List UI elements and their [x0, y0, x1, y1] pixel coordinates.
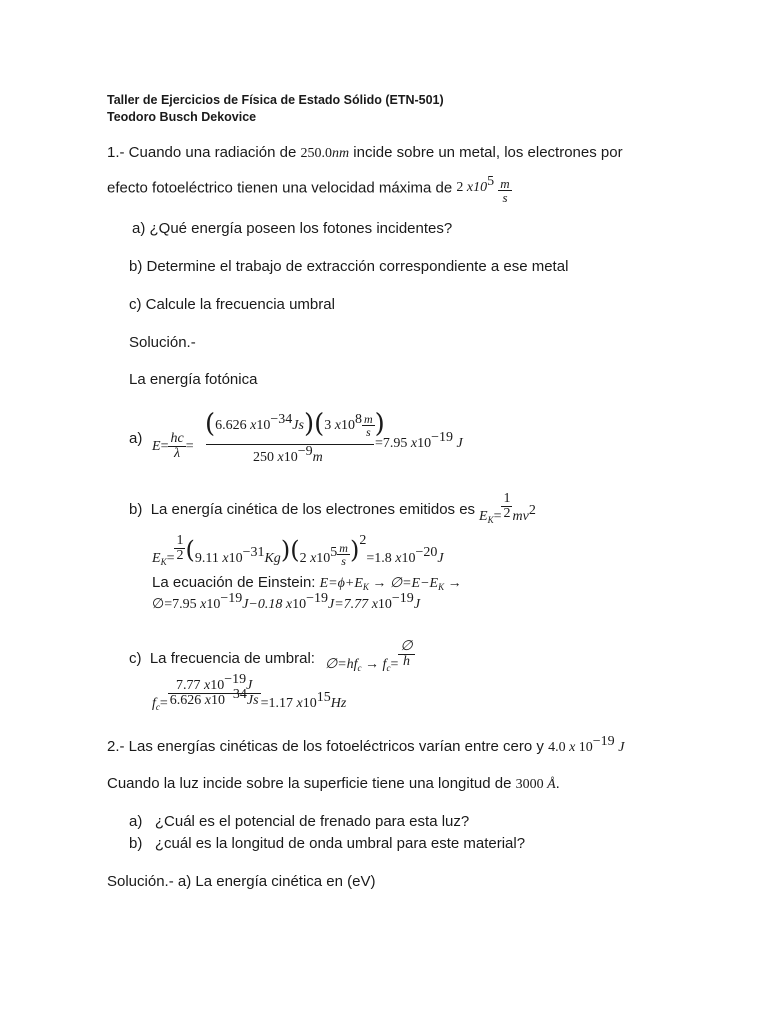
- problem1-solution-label: Solución.-: [129, 334, 196, 351]
- kinetic-energy-formula: $E_K=$ $\frac{1}{2}$ $mv^2$: [479, 491, 536, 525]
- photon-energy-label: La energía fotónica: [129, 371, 258, 388]
- document-title: Taller de Ejercicios de Física de Estado Sólido (ETN-501): [107, 93, 444, 107]
- problem1-line1: [107, 145, 623, 161]
- part-b-text: La energía cinética de los electrones emitidos es: [150, 501, 476, 518]
- document-author: Teodoro Busch Dekovice: [107, 110, 257, 124]
- threshold-frequency-formula: $\emptyset=hf_c \to f_c=$ $\frac{\emptyset}{h}$: [325, 639, 413, 673]
- problem1-wavelength-unit: nm: [331, 146, 350, 161]
- problem2-wavelength: 3000 Å: [515, 777, 556, 792]
- part-b-line: [129, 502, 475, 517]
- problem1-text-b: incide sobre un metal, los electrones por: [353, 144, 623, 161]
- work-function-result: ∅=7.95 $x10^{-19}J-0.18$ $x10^{-19}J=7.77$ $x10^{-19}J$: [152, 591, 421, 612]
- problem1-question-a: a) ¿Qué energía poseen los fotones incidentes?: [132, 220, 453, 237]
- problem1-text-c: efecto fotoeléctrico tienen una velocidad máxima de: [107, 179, 453, 197]
- einstein-equation-line: [152, 575, 462, 591]
- einstein-label: La ecuación de Einstein:: [152, 574, 316, 591]
- kinetic-energy-calculation: $E_K=$ $\frac{1}{2}$ (9.11 $x10^{-31}Kg)(2$ $x10^5$ $\frac{m}{s}$ )$^2$=1.8 $x10^{-20}J$: [152, 533, 444, 569]
- photon-energy-equation: E= $\frac{hc}{\lambda}$ =: [152, 431, 194, 461]
- photon-energy-numerator: (6.626 $x10^{-34}Js)(3$ $x10^8$ $\frac{m}{s}$ ): [205, 409, 385, 440]
- problem2-text-a: 2.- Las energías cinéticas de los fotoeléctricos varían entre cero y: [107, 738, 544, 755]
- problem2-solution: Solución.- a) La energía cinética en (eV): [107, 873, 376, 890]
- photon-energy-result: =7.95 $x10^{-19}$ J: [375, 430, 463, 451]
- problem2-question-b: b) ¿cuál es la longitud de onda umbral para este material?: [129, 835, 526, 852]
- part-a-label: a): [129, 430, 143, 447]
- fraction-bar: [206, 444, 374, 445]
- photon-energy-denominator: 250 $x10^{-9}m$: [253, 444, 323, 465]
- problem1-wavelength: 250.0: [300, 146, 332, 161]
- problem2-energy: 4.0 x $10^{-19}$ J: [548, 734, 625, 755]
- part-c-label: c): [129, 650, 142, 667]
- problem1-velocity-unit: $\frac{m}{s}$: [500, 176, 510, 205]
- part-b-label: b): [129, 501, 143, 518]
- problem2-question-a: a) ¿Cuál es el potencial de frenado para esta luz?: [129, 813, 470, 830]
- problem1-question-c: c) Calcule la frecuencia umbral: [129, 296, 335, 313]
- part-c-text: La frecuencia de umbral:: [149, 650, 315, 667]
- problem1-text-a: 1.- Cuando una radiación de: [107, 144, 297, 161]
- problem1-line2: [107, 174, 512, 205]
- problem2-text-b: Cuando la luz incide sobre la superficie tiene una longitud de: [107, 775, 512, 792]
- einstein-equation: $E=\phi+E_K$ → $\emptyset=E-E_K$ →: [319, 576, 462, 592]
- part-c-line: [129, 651, 315, 666]
- problem2-line1: [107, 734, 625, 755]
- problem2-line2: Cuando la luz incide sobre la superficie tiene una longitud de 3000 Å.: [107, 775, 560, 792]
- threshold-frequency-calculation: $f_c=$ $\frac{7.77 x10^{-19}J}{6.626 x10^{-34}Js}$ =1.17 $x10^{15}Hz$: [152, 672, 347, 712]
- problem1-question-b: b) Determine el trabajo de extracción correspondiente a ese metal: [129, 258, 569, 275]
- problem1-velocity: 2 $x10^5$: [456, 174, 495, 196]
